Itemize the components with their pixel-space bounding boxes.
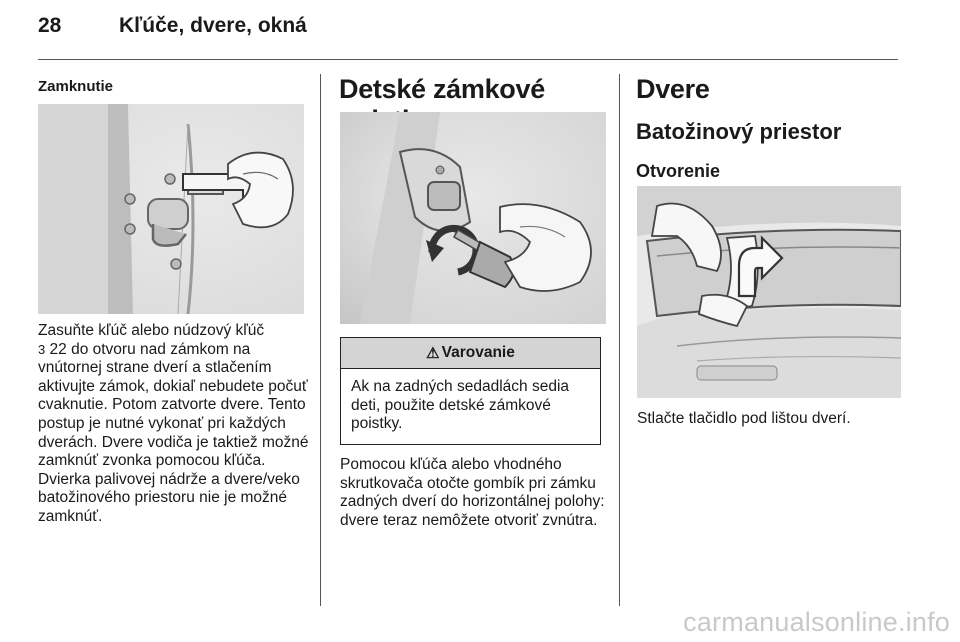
- locking-paragraph-block: [38, 322, 310, 527]
- column-locking: [38, 74, 308, 95]
- header-divider: [38, 59, 898, 60]
- subsubsection-heading-opening: Otvorenie: [636, 161, 721, 181]
- locking-paragraph-start: Zasuňte kľúč alebo núdzový kľúč: [38, 322, 265, 339]
- figure-child-lock-key: [340, 112, 606, 324]
- locking-paragraph: [38, 322, 310, 527]
- doors-paragraph-block: [637, 410, 905, 429]
- warning-box: [340, 337, 601, 445]
- warning-icon: ⚠: [426, 345, 440, 362]
- section-heading-locking: Zamknutie: [38, 78, 114, 95]
- column-divider-2: [619, 74, 620, 606]
- figure-door-lock-key: [38, 104, 304, 314]
- chapter-title: Kľúče, dvere, okná: [119, 14, 307, 37]
- warning-text: Ak na zadných sedadlách sedia deti, použite detské zámkové poistky.: [351, 378, 570, 433]
- doors-paragraph: Stlačte tlačidlo pod lištou dverí.: [637, 410, 851, 427]
- warning-header: [341, 338, 600, 369]
- locking-paragraph-rest: 22 do otvoru nad zámkom na vnútornej strane dverí a stlačením aktivujte zámok, dokiaľ nebudete počuť cvaknutie. Potom zatvorte dvere. Tento postup je nutné vykonať pri každých dverách. Dvere vodiča je taktiež možné zamknúť zvonka pomocou kľúča. Dvierka palivovej nádrže a dvere/veko batožinového priestoru nie je možné zamknúť.: [38, 340, 309, 525]
- child-lock-paragraph: Pomocou kľúča alebo vhodného skrutkovača otočte gombík pri zámku zadných dverí do horizontálnej polohy: dvere teraz nemôžete otvoriť zvnútra.: [340, 456, 605, 529]
- subsection-heading-luggage: Batožinový priestor: [636, 119, 842, 144]
- child-lock-paragraph-block: [340, 456, 610, 530]
- page-header: [38, 14, 918, 44]
- section-heading-doors: Dvere: [636, 74, 710, 104]
- column-divider-1: [320, 74, 321, 606]
- figure-tailgate-opening: [637, 186, 901, 398]
- watermark: carmanualsonline.info: [683, 607, 950, 637]
- section-heading-child-locks: Detské zámkové: [339, 74, 545, 104]
- page-reference-icon: 3: [38, 341, 46, 357]
- warning-title: Varovanie: [441, 344, 515, 361]
- column-doors: [636, 74, 904, 182]
- page-number: 28: [38, 14, 62, 37]
